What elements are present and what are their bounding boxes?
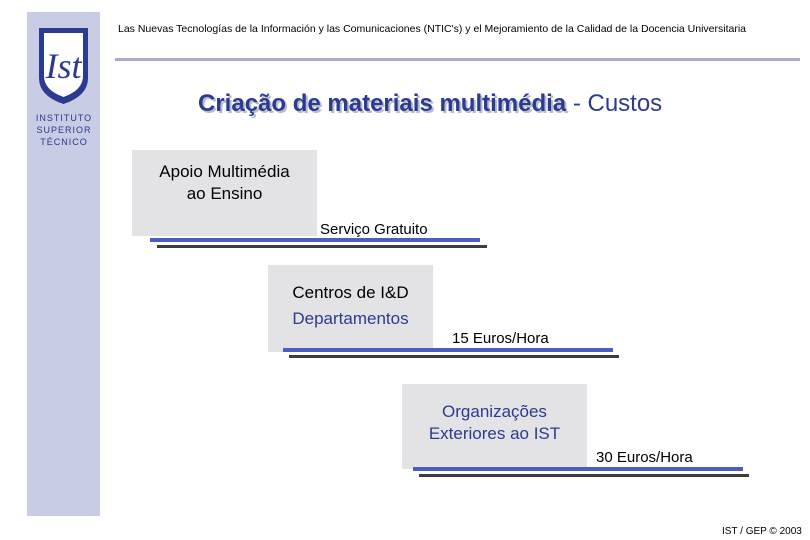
tier-underline-dark <box>419 474 749 477</box>
tier-box-line: Apoio Multimédia <box>159 162 290 181</box>
title-rest: - Custos <box>566 90 663 117</box>
tier-underline-blue <box>283 348 613 352</box>
tier-box-teaching-support <box>132 150 317 236</box>
tier-underline-dark <box>289 355 619 358</box>
tier-underline-blue <box>150 238 480 242</box>
logo-text <box>30 112 98 148</box>
tier-box-line: Organizações <box>442 401 547 421</box>
slide-footer: IST / GEP © 2003 <box>722 526 802 537</box>
tier-box-line: Exteriores ao IST <box>428 423 561 443</box>
tier-box-line: Departamentos <box>292 309 409 328</box>
logo-line: TÉCNICO <box>40 137 88 147</box>
tier-price-15: 15 Euros/Hora <box>452 330 549 347</box>
tier-underline-blue <box>413 467 743 471</box>
tier-box-line: Centros de I&D <box>292 283 409 302</box>
logo-line: SUPERIOR <box>36 125 92 135</box>
slide-header: Las Nuevas Tecnologías de la Información y las Comunicaciones (NTIC's) y el Mejoramiento de la Calidad de la Docencia Universitaria <box>118 23 747 35</box>
title-emphasis: Criação de materiais multimédia <box>198 90 567 117</box>
tier-price-free: Serviço Gratuito <box>320 221 428 238</box>
logo-line: INSTITUTO <box>35 113 93 123</box>
tier-underline-dark <box>157 245 487 248</box>
ist-shield-icon <box>37 26 90 106</box>
tier-price-30: 30 Euros/Hora <box>596 449 693 466</box>
slide-title <box>198 90 662 118</box>
header-divider <box>115 58 800 61</box>
logo-monogram: Ist <box>45 46 82 86</box>
tier-box-external-orgs <box>402 384 587 469</box>
tier-box-research-centers <box>268 265 433 352</box>
tier-box-line: ao Ensino <box>186 184 263 203</box>
